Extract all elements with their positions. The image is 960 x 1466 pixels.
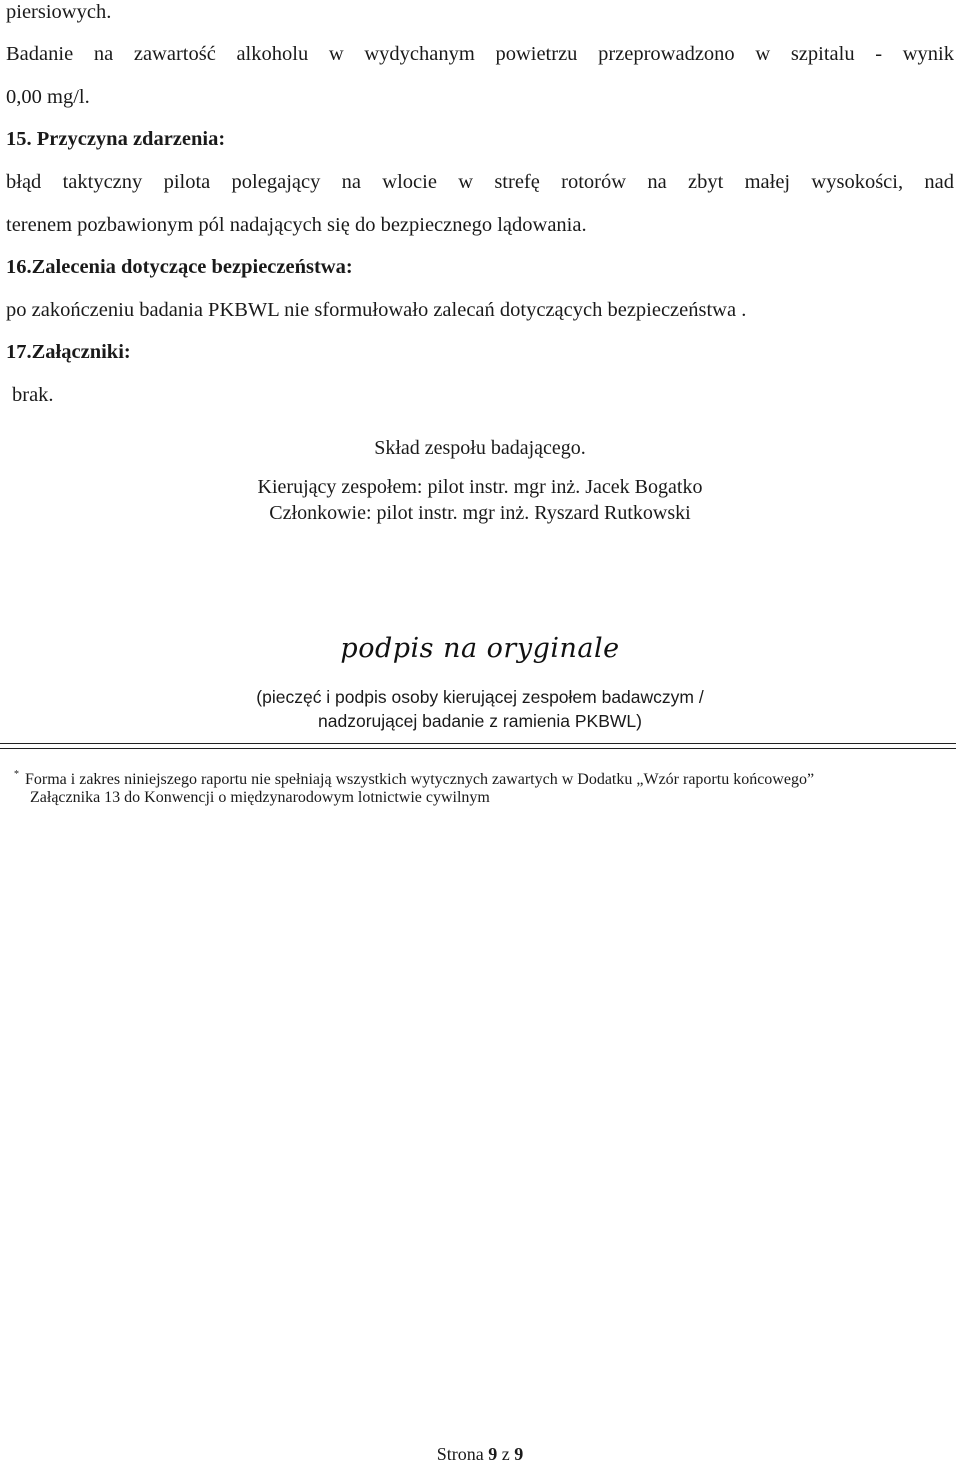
team-members: Członkowie: pilot instr. mgr inż. Ryszard Rutkowski [269,502,691,524]
body-line-3: 0,00 mg/l. [6,86,90,108]
team-leader: Kierujący zespołem: pilot instr. mgr inż. Jacek Bogatko [257,476,703,498]
page-prefix: Strona [436,1444,484,1464]
page-number [0,1443,960,1465]
page-total: 9 [514,1444,524,1464]
section-15-line-1: błąd taktyczny pilota polegający na wlocie w strefę rotorów na zbyt małej wysokości, nad [6,171,954,193]
section-16-heading: 16.Zalecenia dotyczące bezpieczeństwa: [6,256,353,278]
signature-caption-line-1: (pieczęć i podpis osoby kierującej zespołem badawczym / [256,687,704,707]
team-title: Skład zespołu badającego. [374,437,586,459]
page-separator: z [501,1444,510,1464]
footnote-line-2: Załącznika 13 do Konwencji o międzynarodowym lotnictwie cywilnym [30,789,490,806]
footnote-divider [0,743,956,749]
body-line-1: piersiowych. [6,1,112,23]
signature-caption-line-2: nadzorującej badanie z ramienia PKBWL) [318,711,642,731]
page-current: 9 [488,1444,498,1464]
footnote-marker: * [14,769,19,780]
section-15-heading: 15. Przyczyna zdarzenia: [6,128,226,150]
section-17-heading: 17.Załączniki: [6,341,131,363]
section-15-line-2: terenem pozbawionym pól nadających się do bezpiecznego lądowania. [6,214,587,236]
section-17-line-1: brak. [12,384,54,406]
body-line-2: Badanie na zawartość alkoholu w wydychanym powietrzu przeprowadzono w szpitalu - wynik [6,43,954,65]
footnote-line-1 [14,765,814,790]
footnote-text-1: Forma i zakres niniejszego raportu nie spełniają wszystkich wytycznych zawartych w Dodatku „Wzór raportu końcowego” [25,771,815,788]
signature-text: podpis na oryginale [340,633,620,664]
section-16-line-1: po zakończeniu badania PKBWL nie sformułowało zalecań dotyczących bezpieczeństwa . [6,299,747,321]
